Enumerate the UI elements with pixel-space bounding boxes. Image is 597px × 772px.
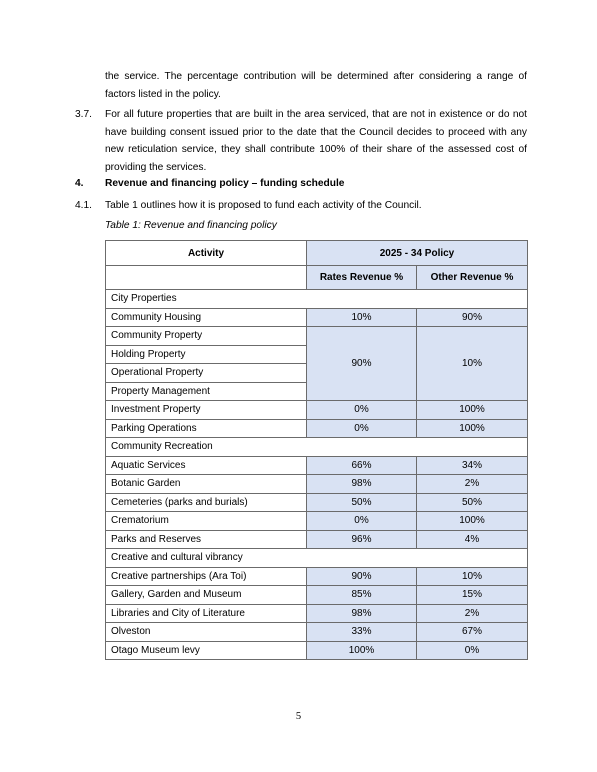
table-row — [106, 623, 528, 642]
table-row — [106, 493, 528, 512]
header-policy-period: 2025 - 34 Policy — [307, 241, 528, 266]
rates-cell: 0% — [307, 419, 417, 438]
header-blank — [106, 266, 307, 290]
table-row — [106, 641, 528, 660]
table-row — [106, 327, 528, 346]
table-caption: Table 1: Revenue and financing policy — [105, 220, 277, 231]
page-number: 5 — [295, 711, 302, 722]
section-city-properties: City Properties — [106, 290, 528, 309]
table-row — [106, 567, 528, 586]
activity-cell: Aquatic Services — [106, 456, 307, 475]
section-creative-cultural-vibrancy: Creative and cultural vibrancy — [106, 549, 528, 568]
rates-cell: 96% — [307, 530, 417, 549]
table-row — [106, 512, 528, 531]
rates-cell: 0% — [307, 512, 417, 531]
activity-cell: Investment Property — [106, 401, 307, 420]
activity-cell: Community Housing — [106, 308, 307, 327]
activity-cell: Libraries and City of Literature — [106, 604, 307, 623]
activity-cell: Holding Property — [106, 345, 307, 364]
section-row — [106, 549, 528, 568]
other-cell: 4% — [417, 530, 528, 549]
other-cell: 10% — [417, 327, 528, 401]
other-cell: 100% — [417, 419, 528, 438]
rates-cell: 0% — [307, 401, 417, 420]
table-row — [106, 456, 528, 475]
other-cell: 67% — [417, 623, 528, 642]
activity-cell: Parking Operations — [106, 419, 307, 438]
rates-cell: 10% — [307, 308, 417, 327]
section-number-4: 4. — [75, 178, 84, 189]
rates-cell: 90% — [307, 567, 417, 586]
section-row — [106, 290, 528, 309]
rates-cell: 98% — [307, 604, 417, 623]
clause-number-4-1: 4.1. — [75, 200, 92, 211]
activity-cell: Parks and Reserves — [106, 530, 307, 549]
paragraph-continuation: the service. The percentage contribution will be determined after considering a range of factors listed in the policy. — [105, 71, 527, 100]
other-cell: 100% — [417, 512, 528, 531]
other-cell: 15% — [417, 586, 528, 605]
rates-cell: 33% — [307, 623, 417, 642]
other-cell: 100% — [417, 401, 528, 420]
rates-cell: 100% — [307, 641, 417, 660]
table-row — [106, 401, 528, 420]
paragraph-4-1: Table 1 outlines how it is proposed to fund each activity of the Council. — [105, 200, 422, 211]
other-cell: 90% — [417, 308, 528, 327]
other-cell: 2% — [417, 604, 528, 623]
activity-cell: Creative partnerships (Ara Toi) — [106, 567, 307, 586]
activity-cell: Property Management — [106, 382, 307, 401]
section-row — [106, 438, 528, 457]
header-rates-revenue: Rates Revenue % — [307, 266, 417, 290]
section-community-recreation: Community Recreation — [106, 438, 528, 457]
other-cell: 0% — [417, 641, 528, 660]
other-cell: 34% — [417, 456, 528, 475]
rates-cell: 50% — [307, 493, 417, 512]
section-heading-4: Revenue and financing policy – funding schedule — [105, 178, 345, 189]
header-activity: Activity — [106, 241, 307, 266]
other-cell: 2% — [417, 475, 528, 494]
activity-cell: Gallery, Garden and Museum — [106, 586, 307, 605]
rates-cell: 90% — [307, 327, 417, 401]
other-cell: 50% — [417, 493, 528, 512]
activity-cell: Community Property — [106, 327, 307, 346]
table-row — [106, 308, 528, 327]
activity-cell: Otago Museum levy — [106, 641, 307, 660]
activity-cell: Cemeteries (parks and burials) — [106, 493, 307, 512]
clause-number-3-7: 3.7. — [75, 109, 92, 120]
paragraph-3-7: For all future properties that are built in the area serviced, that are not in existence or do not have building consent issued prior to the date that the Council decides to proceed with any new reticulation service, they shall contribute 100% of their share of the assessed cost of providing the services. — [105, 109, 527, 173]
revenue-financing-table — [105, 240, 528, 660]
table-row — [106, 475, 528, 494]
activity-cell: Olveston — [106, 623, 307, 642]
rates-cell: 66% — [307, 456, 417, 475]
other-cell: 10% — [417, 567, 528, 586]
activity-cell: Crematorium — [106, 512, 307, 531]
header-other-revenue: Other Revenue % — [417, 266, 528, 290]
table-row — [106, 419, 528, 438]
rates-cell: 98% — [307, 475, 417, 494]
activity-cell: Botanic Garden — [106, 475, 307, 494]
rates-cell: 85% — [307, 586, 417, 605]
table-row — [106, 586, 528, 605]
activity-cell: Operational Property — [106, 364, 307, 383]
table-row — [106, 530, 528, 549]
table-row — [106, 604, 528, 623]
